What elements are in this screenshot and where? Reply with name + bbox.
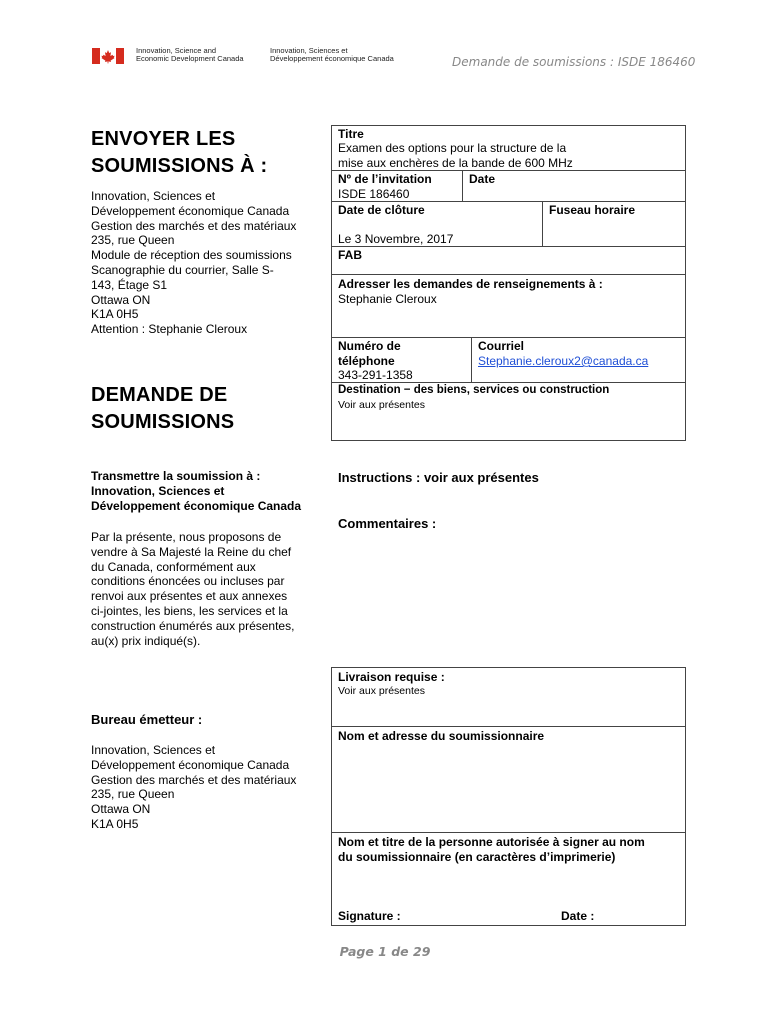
request-title: DEMANDE DE SOUMISSIONS: [91, 384, 235, 433]
comments-label: Commentaires :: [338, 516, 437, 531]
document-reference: Demande de soumissions : ISDE 186460: [452, 55, 696, 69]
invitation-label: Nº de l’invitation: [338, 172, 432, 186]
closing-date-value: Le 3 Novembre, 2017: [338, 232, 454, 246]
bidder-info-box: [331, 667, 686, 926]
title-label: Titre: [338, 127, 364, 141]
timezone-label: Fuseau horaire: [549, 203, 636, 217]
phone-label: Numéro de téléphone: [338, 339, 401, 368]
bidder-name-label: Nom et adresse du soumissionnaire: [338, 729, 545, 743]
delivery-value: Voir aux présentes: [338, 685, 425, 697]
signer-label: Nom et titre de la personne autorisée à signer au nom du soumissionnaire (en caractères d’imprimerie): [338, 835, 645, 864]
title-value: Examen des options pour la structure de la mise aux enchères de la bande de 600 MHz: [338, 141, 573, 170]
issuing-address: Innovation, Sciences et Développement économique Canada Gestion des marchés et des matériaux 235, rue Queen Ottawa ON K1A 0H5: [91, 743, 297, 831]
inquiries-value: Stephanie Cleroux: [338, 292, 437, 306]
fab-label: FAB: [338, 248, 362, 262]
transmit-to: Transmettre la soumission à : Innovation, Sciences et Développement économique Canada: [91, 469, 302, 513]
logo-text-fr: Innovation, Sciences et Développement économique Canada: [270, 46, 394, 63]
email-link[interactable]: Stephanie.cleroux2@canada.ca: [478, 354, 649, 368]
date-label: Date: [469, 172, 496, 186]
destination-label: Destination − des biens, services ou construction: [338, 384, 610, 396]
issuing-office-title: Bureau émetteur :: [91, 712, 203, 727]
logo-text-en: Innovation, Science and Economic Development Canada: [136, 46, 244, 63]
phone-value: 343-291-1358: [338, 368, 413, 382]
closing-date-label: Date de clôture: [338, 203, 425, 217]
send-bids-title: ENVOYER LES SOUMISSIONS À :: [91, 128, 268, 177]
proposal-text: Par la présente, nous proposons de vendre à Sa Majesté la Reine du chef du Canada, conformément aux conditions énoncées ou incluses par renvoi aux présentes et aux annexes ci-jointes, les biens, les services et la construction énumérés aux présentes, au(x) prix indiqué(s).: [91, 530, 295, 648]
date-signed-label: Date :: [561, 909, 595, 923]
inquiries-label: Adresser les demandes de renseignements à :: [338, 277, 603, 291]
page-number: Page 1 de 29: [339, 944, 431, 959]
send-address: Innovation, Sciences et Développement économique Canada Gestion des marchés et des matériaux 235, rue Queen Module de réception des soumissions Scanographie du courrier, Salle S- 143, Étage S1 Ottawa ON K1A 0H5 Attention : Stephanie Cleroux: [91, 189, 297, 337]
signature-label: Signature :: [338, 909, 401, 923]
email-label: Courriel: [478, 339, 525, 353]
canada-flag-logo: [92, 48, 124, 64]
delivery-label: Livraison requise :: [338, 670, 445, 684]
invitation-value: ISDE 186460: [338, 187, 410, 201]
instructions: Instructions : voir aux présentes: [338, 470, 539, 485]
destination-value: Voir aux présentes: [338, 399, 425, 411]
